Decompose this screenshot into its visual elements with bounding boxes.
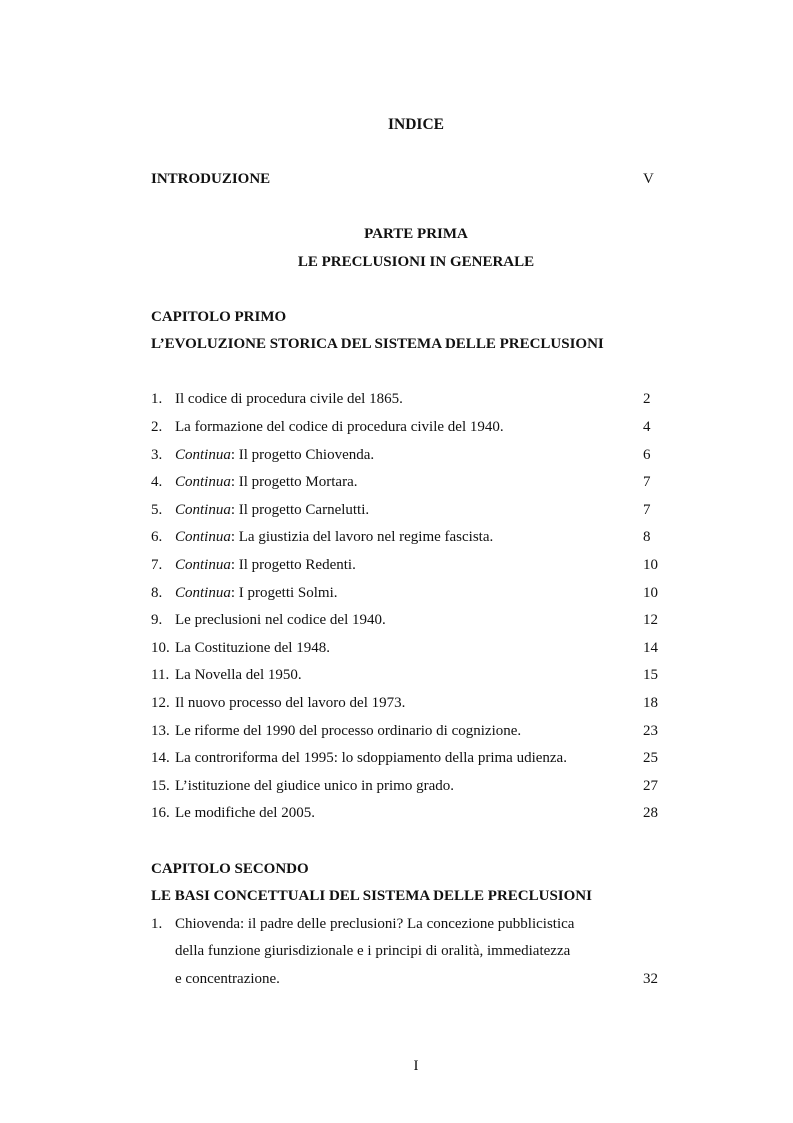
toc-entry-text [175, 779, 454, 794]
toc-entry-title: : Il progetto Redenti. [230, 557, 356, 573]
toc-entry-page: 7 [643, 502, 651, 518]
toc-entry-number: 4. [151, 474, 163, 490]
toc-entry-title: La Novella del 1950. [175, 667, 302, 683]
toc-entry-title: Le preclusioni nel codice del 1940. [175, 612, 386, 628]
continua-prefix: Continua [175, 585, 231, 601]
toc-entry-title: : La giustizia del lavoro nel regime fascista. [230, 529, 494, 545]
toc-entry-text [175, 751, 567, 766]
toc-entry-number: 10. [151, 640, 170, 656]
continua-prefix: Continua [175, 474, 231, 490]
toc-entry-text [175, 475, 357, 490]
toc-entry-text [175, 668, 302, 683]
toc-entry-number: 14. [151, 750, 170, 766]
toc-entry-text [175, 724, 521, 739]
toc-entry-text [175, 503, 369, 518]
toc-entry-page: 8 [643, 529, 651, 545]
toc-entry-title: La controriforma del 1995: lo sdoppiamento della prima udienza. [175, 750, 567, 766]
part-label: PARTE PRIMA [364, 226, 468, 242]
toc-entry-number: 5. [151, 502, 163, 518]
toc-entry-line: Chiovenda: il padre delle preclusioni? La concezione pubblicistica [175, 916, 575, 932]
chapter2-title: LE BASI CONCETTUALI DEL SISTEMA DELLE PRECLUSIONI [151, 888, 592, 904]
toc-entry-page: 10 [643, 557, 658, 573]
toc-entry-title: Il codice di procedura civile del 1865. [175, 391, 403, 407]
toc-entry-number: 8. [151, 585, 163, 601]
toc-entry-title: Il nuovo processo del lavoro del 1973. [175, 695, 406, 711]
toc-entry-text [175, 586, 338, 601]
toc-entry-text [175, 696, 405, 711]
toc-entry-number: 6. [151, 529, 163, 545]
toc-entry-number: 2. [151, 419, 163, 435]
toc-entry-title: : Il progetto Mortara. [230, 474, 358, 490]
toc-entry-page: 4 [643, 419, 651, 435]
toc-entry-title: La formazione del codice di procedura civile del 1940. [175, 419, 504, 435]
toc-entry-title: La Costituzione del 1948. [175, 640, 330, 656]
chapter1-label: CAPITOLO PRIMO [151, 309, 287, 325]
continua-prefix: Continua [175, 502, 231, 518]
toc-entry-number: 7. [151, 557, 163, 573]
toc-entry-number: 15. [151, 778, 170, 794]
toc-entry-number: 11. [151, 667, 170, 683]
toc-entry-line: e concentrazione. [175, 971, 280, 987]
continua-prefix: Continua [175, 557, 231, 573]
toc-entry-title: : I progetti Solmi. [230, 585, 338, 601]
toc-entry-page: 14 [643, 640, 658, 656]
toc-entry-page: 15 [643, 667, 658, 683]
toc-entry-text [175, 392, 403, 407]
toc-entry-page: 7 [643, 474, 651, 490]
toc-entry-page: 23 [643, 723, 658, 739]
toc-entry-title: Le riforme del 1990 del processo ordinario di cognizione. [175, 723, 522, 739]
toc-entry-text [175, 530, 493, 545]
toc-entry-number: 9. [151, 612, 163, 628]
page-title: INDICE [388, 116, 444, 133]
introduction-page: V [643, 171, 654, 187]
toc-entry-title: L’istituzione del giudice unico in primo grado. [175, 778, 454, 794]
toc-entry-page: 28 [643, 805, 658, 821]
introduction-label: INTRODUZIONE [151, 171, 271, 187]
continua-prefix: Continua [175, 447, 231, 463]
chapter1-title: L’EVOLUZIONE STORICA DEL SISTEMA DELLE PRECLUSIONI [151, 336, 604, 352]
toc-entry-text [175, 613, 386, 628]
toc-entry-page: 10 [643, 585, 658, 601]
toc-entry-page: 6 [643, 447, 651, 463]
toc-entry-text [175, 641, 330, 656]
toc-entry-number: 12. [151, 695, 170, 711]
footer-page-number: I [413, 1058, 419, 1074]
toc-entry-page: 32 [643, 971, 658, 987]
toc-entry-title: : Il progetto Chiovenda. [230, 447, 375, 463]
toc-entry-number: 13. [151, 723, 170, 739]
toc-entry-text [175, 420, 504, 435]
toc-entry-page: 27 [643, 778, 658, 794]
toc-entry-text [175, 448, 374, 463]
toc-entry-page: 2 [643, 391, 651, 407]
toc-entry-page: 18 [643, 695, 658, 711]
toc-entry-title: Le modifiche del 2005. [175, 805, 315, 821]
toc-entry-number: 16. [151, 805, 170, 821]
part-subtitle: LE PRECLUSIONI IN GENERALE [297, 254, 535, 270]
continua-prefix: Continua [175, 529, 231, 545]
toc-entry-page: 12 [643, 612, 658, 628]
toc-entry-text [175, 558, 356, 573]
chapter2-label: CAPITOLO SECONDO [151, 861, 309, 877]
toc-entry-line: della funzione giurisdizionale e i principi di oralità, immediatezza [175, 943, 571, 959]
toc-entry-number: 1. [151, 391, 163, 407]
toc-entry-page: 25 [643, 750, 658, 766]
toc-entry-number: 3. [151, 447, 163, 463]
toc-entry-title: : Il progetto Carnelutti. [230, 502, 370, 518]
toc-entry-text [175, 806, 315, 821]
toc-entry-number: 1. [151, 916, 163, 932]
